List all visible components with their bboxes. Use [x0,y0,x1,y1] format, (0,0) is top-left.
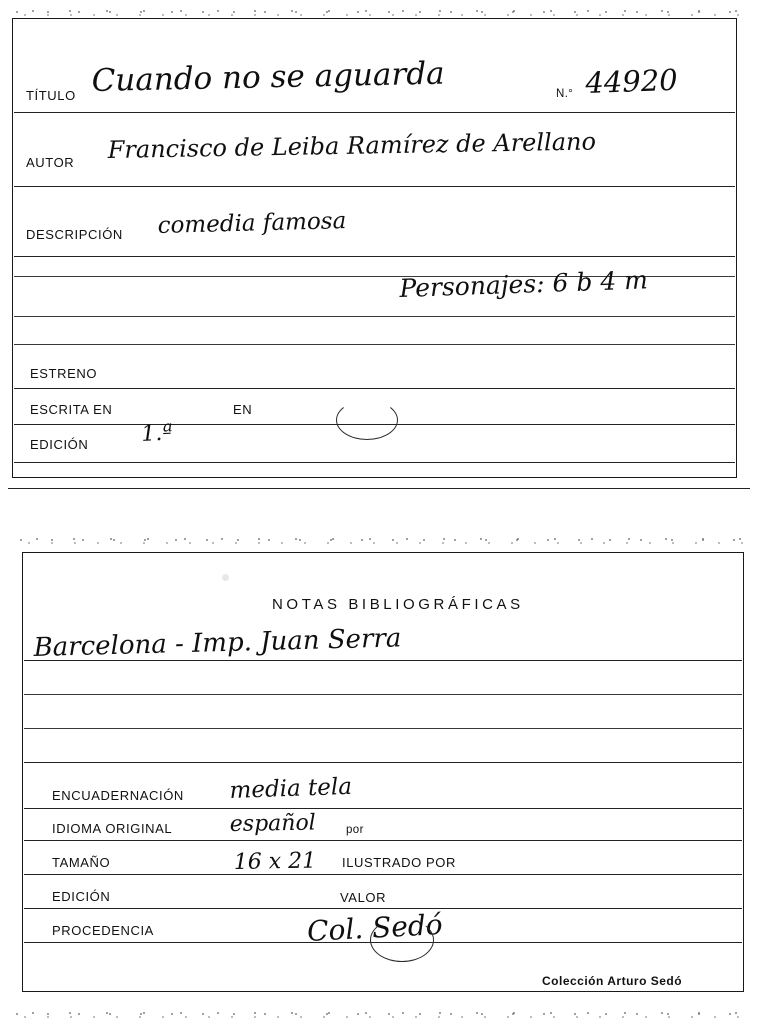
personajes-value: 6 b 4 m [551,265,649,298]
rule-tamano [24,874,742,875]
rule-title [14,112,735,113]
value-edicion: 1.ª [140,420,174,447]
rule-edicion-valor [24,908,742,909]
notas-bibliograficas-heading: NOTAS BIBLIOGRÁFICAS [272,596,524,613]
value-titulo: Cuando no se aguarda [91,55,445,99]
scan-noise-bottom-bottom [14,1012,746,1021]
value-procedencia: Col. Sedó [306,907,444,948]
value-encuadernacion: media tela [229,773,353,804]
rule-estreno [14,388,735,389]
rule-author [14,186,735,187]
value-nota: Barcelona - Imp. Juan Serra [33,623,402,663]
label-valor: VALOR [340,890,387,905]
scan-blot [222,574,229,581]
rule-encuadernacion [24,808,742,809]
value-numero: 44920 [584,62,679,100]
value-tamano: 16 x 21 [233,848,317,875]
label-numero: N.° [556,88,574,100]
label-procedencia: PROCEDENCIA [52,923,154,938]
rule-description [14,256,735,257]
rule-extra-2 [14,316,735,317]
label-escrita-en: ESCRITA EN [30,402,113,417]
label-titulo: TÍTULO [26,88,76,103]
label-tamano: TAMAÑO [52,855,111,870]
personajes-sep: : [535,268,554,299]
label-por: por [346,824,364,836]
card-bottom [8,530,750,1022]
scan-smudge-top [336,400,398,440]
label-ilustrado-por: ILUSTRADO POR [342,855,456,870]
label-encuadernacion: ENCUADERNACIÓN [52,788,184,803]
rule-nota-4 [24,762,742,763]
label-autor: AUTOR [26,155,75,170]
label-estreno: ESTRENO [30,366,98,381]
value-descripcion: comedia famosa [157,208,347,239]
card-top-outer-rule [8,488,750,489]
card-top [8,10,750,490]
value-idioma-original: español [229,810,316,837]
label-edicion-bottom: EDICIÓN [52,889,111,904]
label-en: EN [233,402,253,417]
label-idioma-original: IDIOMA ORIGINAL [52,821,173,836]
scan-noise-bottom-top [18,538,744,547]
label-descripcion: DESCRIPCIÓN [26,227,123,242]
label-edicion: EDICIÓN [30,437,89,452]
rule-edicion [14,462,735,463]
rule-extra-3 [14,344,735,345]
rule-idioma [24,840,742,841]
collection-credit: Colección Arturo Sedó [542,974,683,988]
rule-nota-2 [24,694,742,695]
rule-nota-3 [24,728,742,729]
scan-smudge-bottom [370,918,434,962]
value-autor: Francisco de Leiba Ramírez de Arellano [107,127,597,164]
personajes-label: Personajes [398,269,537,303]
